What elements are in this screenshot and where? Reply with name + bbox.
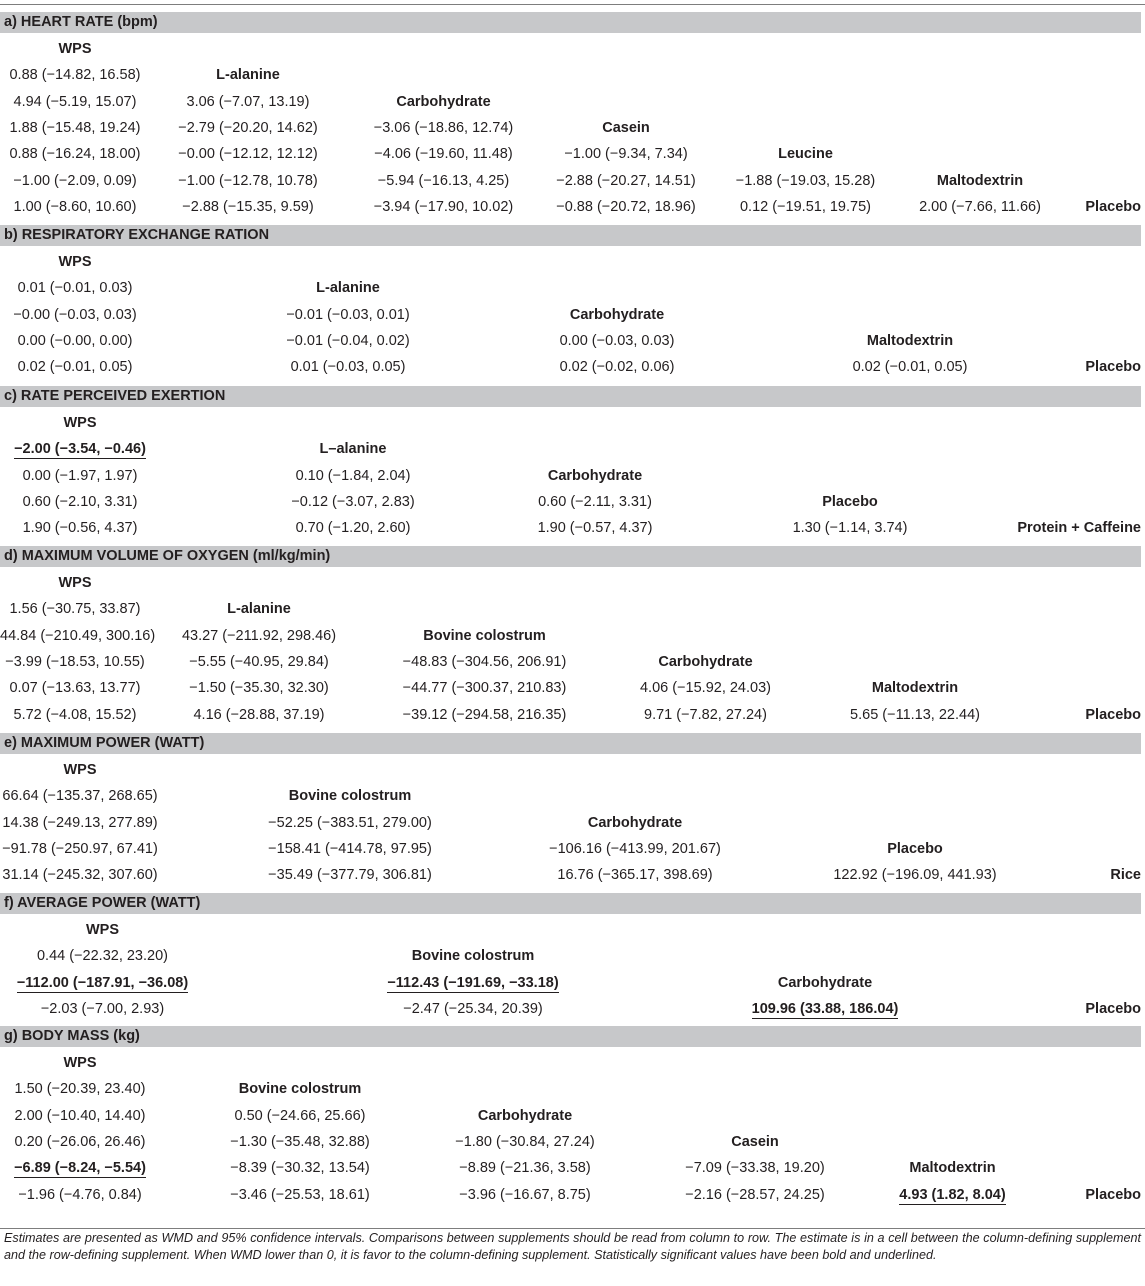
estimate-value: −3.96 (−16.67, 8.75) [459,1186,591,1203]
estimate-cell [740,515,960,541]
estimate-value: −5.94 (−16.13, 4.25) [377,172,510,189]
supplement-label [740,489,960,515]
estimate-value: 1.50 (−20.39, 23.40) [14,1081,146,1098]
estimate-cell [485,489,705,515]
estimate-value: 0.01 (−0.03, 0.05) [290,359,406,376]
estimate-cell [601,702,810,728]
estimate-value: −39.12 (−294.58, 216.35) [402,706,567,723]
estimate-cell [601,675,810,701]
estimate-cell [541,168,711,194]
significant-estimate [720,996,930,1022]
estimate-value: 4.16 (−28.88, 37.19) [193,706,325,723]
estimate-value: −2.03 (−7.00, 2.93) [40,1001,165,1018]
estimate-value: 16.76 (−365.17, 398.69) [557,867,713,884]
estimate-cell [0,302,150,328]
supplement-name: Maltodextrin [871,680,959,697]
supplement-name: Placebo [1085,1186,1141,1203]
estimate-cell [200,1129,400,1155]
estimate-value: −0.00 (−0.03, 0.03) [13,306,137,323]
estimate-value: 9.71 (−7.82, 27.24) [644,706,767,723]
supplement-label [900,168,1060,194]
supplement-label [243,436,463,462]
estimate-cell [200,1103,400,1129]
estimate-value: 0.02 (−0.01, 0.05) [17,359,133,376]
supplement-name: Placebo [887,841,943,858]
estimate-cell [810,702,1020,728]
estimate-cell [0,328,150,354]
supplement-label [512,302,722,328]
estimate-cell [512,354,722,380]
estimate-value: −112.00 (−187.91, −36.08) [16,974,189,991]
estimate-value: −0.01 (−0.03, 0.01) [286,306,410,323]
supplement-label [368,623,601,649]
estimate-cell [0,675,150,701]
estimate-cell [243,302,453,328]
estimate-cell [368,675,601,701]
estimate-value: 3.06 (−7.07, 13.19) [186,93,310,110]
estimate-cell [150,89,346,115]
supplement-name: Placebo [1085,1001,1141,1018]
estimate-value: 0.12 (−19.51, 19.75) [739,199,871,216]
supplement-label [0,249,150,275]
estimate-value: 0.10 (−1.84, 2.04) [295,467,411,484]
estimate-value: 14.38 (−249.13, 277.89) [2,814,158,831]
estimate-cell [0,463,160,489]
estimate-value: 0.02 (−0.01, 0.05) [852,359,968,376]
supplement-label [346,89,541,115]
estimate-value: −1.00 (−12.78, 10.78) [178,172,318,189]
estimate-value: 0.44 (−22.32, 23.20) [36,948,168,965]
estimate-value: 109.96 (33.88, 186.04) [751,1001,899,1018]
supplement-name: WPS [63,762,97,778]
supplement-name: Casein [602,120,650,137]
supplement-name: WPS [63,1055,97,1071]
estimate-cell [150,623,368,649]
estimate-value: 0.00 (−0.00, 0.00) [17,333,133,350]
estimate-cell [0,596,150,622]
significant-estimate [0,1155,160,1181]
supplement-label [1020,702,1141,728]
supplement-label [800,836,1030,862]
estimate-value: −0.12 (−3.07, 2.83) [291,494,415,511]
estimate-cell [711,168,900,194]
estimate-cell [150,194,346,220]
estimate-value: −0.88 (−20.72, 18.96) [556,199,696,216]
estimate-value: −5.55 (−40.95, 29.84) [189,654,329,671]
supplement-name: Casein [731,1134,779,1151]
estimate-value: 0.20 (−26.06, 26.46) [14,1134,146,1151]
estimate-cell [368,649,601,675]
supplement-name: Carbohydrate [547,467,643,484]
estimate-cell [0,1182,160,1208]
supplement-name: Bovine colostrum [288,788,412,805]
estimate-value: 0.01 (−0.01, 0.03) [17,280,133,297]
section-header: d) MAXIMUM VOLUME OF OXYGEN (ml/kg/min) [0,546,1141,567]
estimate-value: −2.88 (−20.27, 14.51) [556,172,696,189]
estimate-cell [0,62,150,88]
estimate-value: −3.99 (−18.53, 10.55) [5,654,145,671]
table-footnote: Estimates are presented as WMD and 95% confidence intervals. Comparisons between supplements should be read from column to row. The estimate is in a cell between the column-defining supplement and the row-defining supplement. When WMD lower than 0, it is favor to the column-defining supplement. Statistically significant values have been bold and underlined. [4,1231,1141,1263]
estimate-value: −2.16 (−28.57, 24.25) [685,1186,825,1203]
estimate-cell [150,168,346,194]
estimate-cell [150,115,346,141]
estimate-value: 1.30 (−1.14, 3.74) [792,520,908,537]
estimate-cell [420,1155,630,1181]
significant-estimate [0,436,160,462]
supplement-label [601,649,810,675]
supplement-name: Carbohydrate [477,1107,573,1124]
estimate-cell [640,1155,870,1181]
estimate-value: −0.00 (−12.12, 12.12) [178,146,318,163]
estimate-value: −0.01 (−0.04, 0.02) [286,333,410,350]
estimate-cell [346,194,541,220]
supplement-label [515,810,755,836]
estimate-value: −1.80 (−30.84, 27.24) [455,1134,595,1151]
supplement-label [485,463,705,489]
estimate-cell [0,515,160,541]
estimate-value: 2.00 (−7.66, 11.66) [919,199,1041,216]
estimate-cell [0,1076,160,1102]
supplement-name: Protein + Caffeine [1017,520,1141,537]
supplement-name: Carbohydrate [777,974,873,991]
estimate-value: 0.88 (−16.24, 18.00) [9,146,141,163]
supplement-name: Placebo [1085,706,1141,723]
estimate-value: 2.00 (−10.40, 14.40) [14,1107,146,1124]
supplement-name: Maltodextrin [866,333,954,350]
significant-estimate [370,970,576,996]
supplement-name: WPS [58,575,92,591]
section-header: a) HEART RATE (bpm) [0,12,1141,33]
estimate-value: −91.78 (−250.97, 67.41) [2,841,158,858]
estimate-cell [0,168,150,194]
estimate-cell [515,862,755,888]
estimate-cell [0,862,160,888]
estimate-cell [800,862,1030,888]
estimate-cell [420,1182,630,1208]
estimate-value: 0.70 (−1.20, 2.60) [295,520,411,537]
supplement-name: Placebo [822,494,878,511]
estimate-cell [512,328,722,354]
supplement-name: Placebo [1085,359,1141,376]
supplement-label [150,596,368,622]
estimate-value: 43.27 (−211.92, 298.46) [181,627,337,644]
section-header: e) MAXIMUM POWER (WATT) [0,733,1141,754]
estimate-value: 31.14 (−245.32, 307.60) [2,867,158,884]
supplement-name: Carbohydrate [569,306,665,323]
top-rule [0,4,1145,5]
supplement-label [200,1076,400,1102]
estimate-cell [200,1155,400,1181]
estimate-value: −1.96 (−4.76, 0.84) [18,1186,142,1203]
significant-estimate [0,970,205,996]
supplement-name: WPS [58,41,92,57]
supplement-name: L-alanine [216,67,280,84]
supplement-label [370,943,576,969]
estimate-value: 0.88 (−14.82, 16.58) [9,67,141,84]
estimate-cell [541,194,711,220]
estimate-value: 0.07 (−13.63, 13.77) [9,680,141,697]
estimate-value: −4.06 (−19.60, 11.48) [374,146,513,163]
estimate-cell [0,623,156,649]
estimate-cell [0,943,205,969]
supplement-name: WPS [63,415,97,431]
supplement-label [790,328,1030,354]
estimate-value: −1.88 (−19.03, 15.28) [735,172,876,189]
supplement-label [0,36,150,62]
estimate-cell [200,1182,400,1208]
supplement-label [640,1129,870,1155]
supplement-name: Bovine colostrum [423,627,546,644]
estimate-value: −2.79 (−20.20, 14.62) [178,120,318,137]
estimate-cell [346,115,541,141]
estimate-value: 0.00 (−1.97, 1.97) [22,467,138,484]
supplement-label [0,570,150,596]
estimate-value: −8.89 (−21.36, 3.58) [459,1160,591,1177]
estimate-cell [0,141,150,167]
estimate-value: 0.50 (−24.66, 25.66) [234,1107,366,1124]
estimate-value: 5.65 (−11.13, 22.44) [850,706,980,723]
estimate-cell [711,194,900,220]
supplement-label [810,675,1020,701]
estimate-value: −2.88 (−15.35, 9.59) [182,199,314,216]
estimate-cell [150,702,368,728]
estimate-cell [243,328,453,354]
estimate-cell [0,194,150,220]
supplement-label [960,515,1141,541]
supplement-label [711,141,900,167]
supplement-name: Carbohydrate [658,654,753,671]
estimate-cell [0,649,150,675]
estimate-cell [790,354,1030,380]
estimate-value: −1.50 (−35.30, 32.30) [189,680,329,697]
supplement-name: L–alanine [319,441,387,458]
estimate-cell [0,275,150,301]
supplement-label [0,917,205,943]
estimate-value: 44.84 (−210.49, 300.16) [0,627,156,644]
supplement-label [0,757,160,783]
section-header: g) BODY MASS (kg) [0,1026,1141,1047]
estimate-cell [0,89,150,115]
estimate-value: −48.83 (−304.56, 206.91) [402,654,567,671]
estimate-cell [243,463,463,489]
estimate-value: −3.06 (−18.86, 12.74) [373,120,514,137]
estimate-cell [0,996,205,1022]
estimate-value: −3.94 (−17.90, 10.02) [373,199,514,216]
estimate-value: −2.00 (−3.54, −0.46) [14,441,146,458]
supplement-name: Carbohydrate [396,93,491,110]
estimate-cell [370,996,576,1022]
estimate-cell [150,141,346,167]
section-header: c) RATE PERCEIVED EXERTION [0,386,1141,407]
estimate-cell [541,141,711,167]
supplement-name: Maltodextrin [936,172,1024,189]
estimate-cell [230,810,470,836]
estimate-cell [640,1182,870,1208]
estimate-cell [243,489,463,515]
estimate-cell [420,1129,630,1155]
estimate-value: −112.43 (−191.69, −33.18) [387,974,559,991]
estimate-cell [150,675,368,701]
supplement-name: Bovine colostrum [238,1081,362,1098]
supplement-name: Bovine colostrum [411,948,535,965]
supplement-label [1000,354,1141,380]
supplement-label [150,62,346,88]
estimate-value: −52.25 (−383.51, 279.00) [268,814,432,831]
supplement-name: L-alanine [316,280,380,297]
estimate-value: 122.92 (−196.09, 441.93) [833,867,997,884]
estimate-value: 1.90 (−0.57, 4.37) [537,520,653,537]
estimate-value: −3.46 (−25.53, 18.61) [230,1186,370,1203]
estimate-value: 4.94 (−5.19, 15.07) [13,93,137,110]
estimate-value: −35.49 (−377.79, 306.81) [268,867,432,884]
supplement-label [1060,862,1141,888]
estimate-value: −1.30 (−35.48, 32.88) [230,1134,370,1151]
estimate-cell [243,354,453,380]
supplement-name: Rice [1110,867,1141,884]
estimate-cell [0,783,160,809]
estimate-value: 0.00 (−0.03, 0.03) [559,333,675,350]
section-header: b) RESPIRATORY EXCHANGE RATION [0,225,1141,246]
section-header: f) AVERAGE POWER (WATT) [0,893,1141,914]
estimate-value: 66.64 (−135.37, 268.65) [2,788,158,805]
estimate-value: −2.47 (−25.34, 20.39) [403,1001,543,1018]
estimate-value: 1.90 (−0.56, 4.37) [22,520,138,537]
estimate-value: 0.60 (−2.10, 3.31) [22,494,138,511]
supplement-label [0,1050,160,1076]
estimate-cell [485,515,705,541]
estimate-value: −7.09 (−33.38, 19.20) [685,1160,825,1177]
estimate-value: −158.41 (−414.78, 97.95) [268,841,432,858]
estimate-cell [230,836,470,862]
supplement-label [1040,1182,1141,1208]
supplement-label [0,410,160,436]
estimate-cell [0,1103,160,1129]
estimate-cell [515,836,755,862]
supplement-label [720,970,930,996]
estimate-cell [346,168,541,194]
estimate-value: −1.00 (−2.09, 0.09) [13,172,137,189]
supplement-name: L-alanine [227,601,291,618]
supplement-label [243,275,453,301]
estimate-cell [0,810,160,836]
supplement-name: WPS [85,922,120,938]
supplement-name: Maltodextrin [909,1160,996,1177]
supplement-label [230,783,470,809]
supplement-name: WPS [58,254,92,270]
significant-estimate [880,1182,1025,1208]
estimate-cell [0,1129,160,1155]
supplement-label [1000,996,1141,1022]
footnote-rule [0,1228,1145,1229]
estimate-cell [150,649,368,675]
estimate-value: 5.72 (−4.08, 15.52) [13,706,137,723]
estimate-value: −6.89 (−8.24, −5.54) [14,1160,146,1177]
estimate-value: 4.93 (1.82, 8.04) [899,1186,1006,1203]
estimate-cell [368,702,601,728]
estimate-value: 4.06 (−15.92, 24.03) [639,680,771,697]
estimate-cell [0,115,150,141]
supplement-label [541,115,711,141]
estimate-value: 1.00 (−8.60, 10.60) [13,199,137,216]
estimate-cell [0,489,160,515]
supplement-name: Carbohydrate [587,814,683,831]
estimate-value: −1.00 (−9.34, 7.34) [564,146,688,163]
estimate-value: −8.39 (−30.32, 13.54) [230,1160,370,1177]
estimate-value: −106.16 (−413.99, 201.67) [549,841,721,858]
estimate-value: 0.02 (−0.02, 0.06) [559,359,675,376]
estimate-cell [346,141,541,167]
estimate-value: 0.60 (−2.11, 3.31) [538,494,652,511]
estimate-value: 1.56 (−30.75, 33.87) [9,601,141,618]
estimate-cell [243,515,463,541]
estimate-cell [900,194,1060,220]
supplement-label [880,1155,1025,1181]
estimate-value: 1.88 (−15.48, 19.24) [9,120,141,137]
estimate-cell [230,862,470,888]
estimate-cell [0,354,150,380]
estimate-value: −44.77 (−300.37, 210.83) [402,680,567,697]
estimate-cell [0,836,160,862]
supplement-label [1060,194,1141,220]
supplement-label [420,1103,630,1129]
estimate-cell [0,702,150,728]
supplement-name: Leucine [778,146,833,163]
supplement-name: Placebo [1085,199,1141,216]
